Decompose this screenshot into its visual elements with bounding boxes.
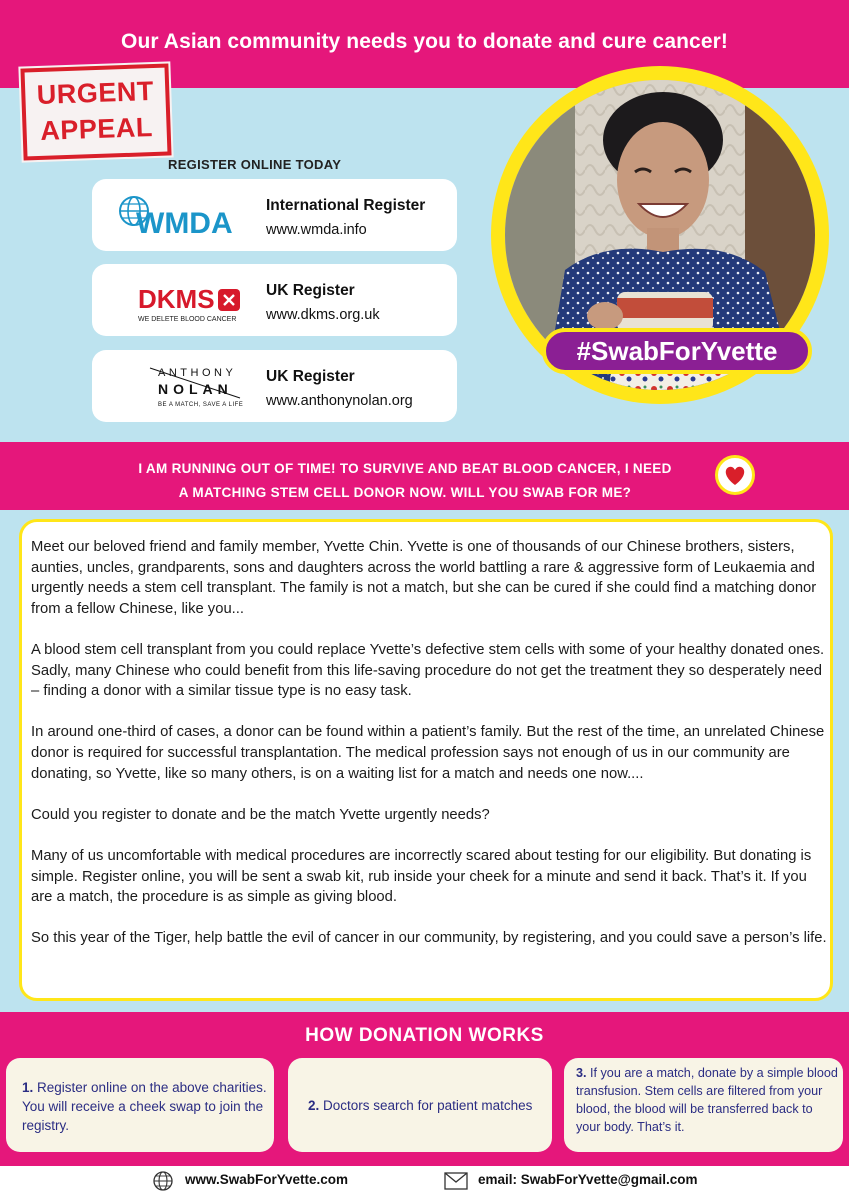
dkms-logo-sub: WE DELETE BLOOD CANCER: [138, 316, 237, 323]
step-number: 2.: [308, 1098, 320, 1113]
wmda-logo: [110, 189, 260, 241]
anthony-nolan-line-2: NOLAN: [158, 381, 233, 397]
hashtag-badge: [542, 328, 812, 374]
register-url[interactable]: www.anthonynolan.org: [266, 393, 413, 409]
register-name: International Register: [266, 197, 426, 214]
page-headline: Our Asian community needs you to donate and cure cancer!: [121, 30, 728, 53]
appeal-text: [80, 457, 730, 505]
globe-icon: [152, 1170, 174, 1192]
email-address[interactable]: SwabForYvette@gmail.com: [520, 1172, 698, 1187]
stamp-line-2: APPEAL: [39, 112, 154, 146]
register-url[interactable]: www.wmda.info: [266, 222, 367, 238]
register-name: UK Register: [266, 368, 355, 385]
heart-badge: [715, 455, 755, 495]
heart-icon: [718, 458, 752, 492]
envelope-icon: [444, 1172, 468, 1190]
register-card-wmda[interactable]: [92, 179, 457, 251]
hashtag-text: #SwabForYvette: [576, 336, 778, 366]
anthony-nolan-logo: [110, 360, 260, 412]
dkms-logo: [110, 274, 260, 326]
story-paragraph: Many of us uncomfortable with medical procedures are incorrectly scared about testing for our eligibility. But donating is simple. Register online, you will be sent a swab kit, rub inside your cheek for a minute and send it back. That’s it. If you are a match, the procedure is as simple as giving blood.: [31, 847, 812, 906]
story-paragraph: So this year of the Tiger, help battle the evil of cancer in our community, by registering, and you could save a person’s life.: [31, 930, 827, 947]
wmda-logo-text: WMDA: [136, 207, 233, 240]
dkms-logo-text: DKMS: [138, 284, 215, 314]
appeal-line-1: I AM RUNNING OUT OF TIME! TO SURVIVE AND BEAT BLOOD CANCER, I NEED: [138, 461, 672, 476]
footer-website[interactable]: www.SwabForYvette.com: [185, 1172, 349, 1187]
step-number: 1.: [22, 1080, 34, 1095]
story-paragraph: A blood stem cell transplant from you could replace Yvette’s defective stem cells with some of your healthy donated ones. Sadly, many Chinese who could benefit from this life-saving procedure do not get the treatment they so desperately need – finding a donor with a similar tissue type is no easy task.: [31, 641, 825, 700]
urgent-appeal-stamp: [20, 63, 171, 160]
step-text: If you are a match, donate by a simple blood transfusion. Stem cells are filtered from your blood, the blood will be transferred back to your body. That’s it.: [576, 1066, 838, 1134]
step-text: Register online on the above charities. You will receive a cheek swap to join the registry.: [22, 1080, 267, 1133]
step-text: Doctors search for patient matches: [323, 1098, 533, 1113]
footer: [0, 1166, 849, 1200]
register-heading: REGISTER ONLINE TODAY: [168, 157, 342, 172]
anthony-nolan-sub: BE A MATCH, SAVE A LIFE: [158, 402, 244, 408]
anthony-nolan-line-1: ANTHONY: [158, 367, 237, 379]
how-title: HOW DONATION WORKS: [305, 1025, 544, 1046]
step-card-2: [288, 1058, 552, 1152]
story-paragraph: Could you register to donate and be the match Yvette urgently needs?: [31, 806, 490, 823]
step-number: 3.: [576, 1066, 587, 1080]
step-card-1: [6, 1058, 274, 1152]
register-card-dkms[interactable]: [92, 264, 457, 336]
story-paragraph: Meet our beloved friend and family member, Yvette Chin. Yvette is one of thousands of our Chinese brothers, sisters, aunties, uncles, grandparents, sons and daughters across the world battling a rare & aggressive form of Leukaemia and urgently needs a stem cell transplant. The family is not a match, but she can be cured if she could find a matching donor from a fellow Chinese, like you...: [31, 539, 817, 617]
register-url[interactable]: www.dkms.org.uk: [266, 307, 380, 323]
step-card-3: [564, 1058, 843, 1152]
stamp-line-1: URGENT: [36, 75, 155, 111]
story-text: [31, 537, 831, 969]
footer-email[interactable]: [478, 1172, 698, 1187]
register-name: UK Register: [266, 282, 355, 299]
appeal-line-2: A MATCHING STEM CELL DONOR NOW. WILL YOU SWAB FOR ME?: [178, 485, 632, 500]
email-label: email:: [478, 1172, 518, 1187]
register-card-anthony-nolan[interactable]: [92, 350, 457, 422]
story-paragraph: In around one-third of cases, a donor can be found within a patient’s family. But the rest of the time, an unrelated Chinese donor is required for successful transplantation. The medical profession says not enough of us in our community are donating, so Yvette, like so many others, is on a waiting list for a match and needs one now....: [31, 724, 825, 782]
